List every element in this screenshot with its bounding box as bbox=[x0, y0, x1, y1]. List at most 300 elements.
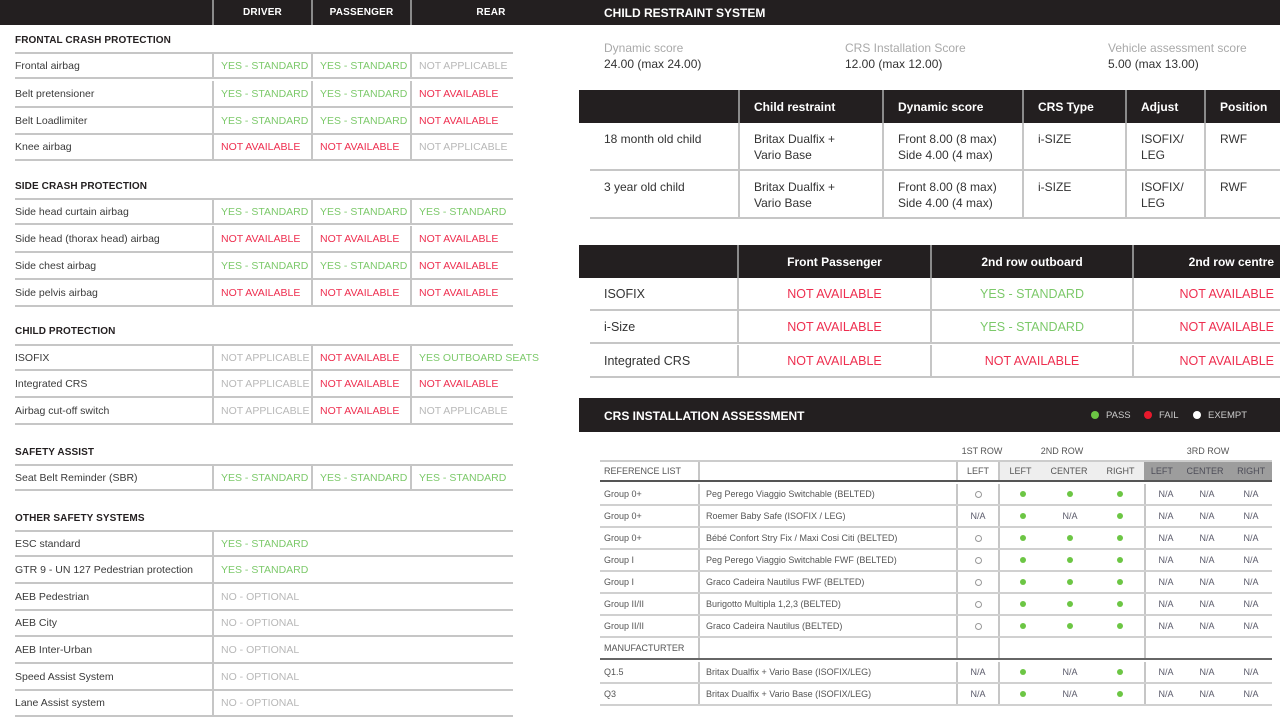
pass-dot-icon bbox=[1046, 528, 1094, 548]
row-label: AEB City bbox=[15, 616, 58, 629]
restraint-name: Peg Perego Viaggio Switchable (BELTED) bbox=[698, 484, 956, 504]
row-group-3rd: 3RD ROW bbox=[1186, 446, 1230, 456]
outboard-value: YES - STANDARD bbox=[930, 278, 1132, 309]
header-rear: REAR bbox=[410, 0, 570, 25]
left-table-header bbox=[0, 0, 580, 25]
passenger-value: NOT AVAILABLE bbox=[311, 346, 410, 369]
passenger-value: YES - STANDARD bbox=[311, 466, 410, 489]
table-row bbox=[15, 226, 513, 253]
pass-dot-icon bbox=[1096, 684, 1144, 704]
driver-value: YES - STANDARD bbox=[212, 81, 311, 106]
header-front-passenger: Front Passenger bbox=[737, 245, 930, 278]
pass-dot-icon bbox=[1096, 528, 1144, 548]
header-crs-type: CRS Type bbox=[1022, 90, 1125, 123]
col-2nd-left: LEFT bbox=[1009, 466, 1032, 476]
passenger-value: NOT AVAILABLE bbox=[311, 226, 410, 251]
table-row bbox=[15, 398, 513, 425]
table-row bbox=[600, 506, 1272, 528]
row-label: Integrated CRS bbox=[604, 353, 691, 368]
table-row bbox=[15, 371, 513, 398]
driver-value: NOT AVAILABLE bbox=[212, 226, 311, 251]
row-label: Speed Assist System bbox=[15, 670, 114, 683]
na-text: N/A bbox=[1158, 533, 1174, 543]
pass-dot-icon bbox=[1096, 550, 1144, 570]
reference-list-label: REFERENCE LIST bbox=[604, 466, 682, 476]
crs-header bbox=[580, 0, 1280, 25]
pass-dot-icon bbox=[1046, 484, 1094, 504]
cell-value bbox=[1144, 594, 1186, 614]
driver-value: NOT AVAILABLE bbox=[212, 134, 311, 159]
group-label: Group 0+ bbox=[604, 511, 642, 521]
cell-value bbox=[1144, 638, 1186, 658]
pass-dot-icon bbox=[998, 594, 1046, 614]
dynamic-score bbox=[604, 41, 701, 71]
row-label: Frontal airbag bbox=[15, 59, 80, 72]
cell-value bbox=[1230, 506, 1272, 526]
na-text: N/A bbox=[1062, 689, 1078, 699]
cell-value bbox=[1230, 572, 1272, 592]
cell-value bbox=[1230, 594, 1272, 614]
table-row bbox=[15, 198, 513, 225]
pass-dot-icon bbox=[1096, 594, 1144, 614]
table-row bbox=[15, 280, 513, 307]
table-row bbox=[15, 464, 513, 491]
header-2nd-row-outboard: 2nd row outboard bbox=[930, 245, 1132, 278]
table-row bbox=[590, 171, 1280, 219]
na-text: N/A bbox=[1243, 555, 1259, 565]
table-row bbox=[15, 108, 513, 135]
table-row bbox=[600, 684, 1272, 706]
score-label: CRS Installation Score bbox=[845, 41, 966, 55]
rear-value: YES OUTBOARD SEATS bbox=[410, 346, 540, 369]
cell-value bbox=[956, 662, 998, 682]
value: YES - STANDARD bbox=[212, 557, 513, 582]
value: NO - OPTIONAL bbox=[212, 637, 513, 662]
cell-value bbox=[1186, 594, 1228, 614]
section-title: FRONTAL CRASH PROTECTION bbox=[15, 35, 171, 46]
value: NO - OPTIONAL bbox=[212, 610, 513, 635]
cell-value bbox=[1144, 506, 1186, 526]
cell-value bbox=[1186, 506, 1228, 526]
table-row bbox=[15, 664, 513, 691]
pass-dot-icon bbox=[998, 528, 1046, 548]
rear-value: NOT AVAILABLE bbox=[410, 253, 540, 278]
exempt-circle-icon bbox=[956, 572, 998, 592]
table-row bbox=[15, 610, 513, 637]
legend-pass bbox=[1091, 398, 1131, 432]
row-label: Integrated CRS bbox=[15, 377, 88, 390]
rear-value: NOT AVAILABLE bbox=[410, 108, 540, 133]
col-3rd-center: CENTER bbox=[1186, 466, 1224, 476]
na-text: N/A bbox=[1243, 533, 1259, 543]
row-label: i-Size bbox=[604, 319, 636, 334]
na-text: N/A bbox=[1158, 577, 1174, 587]
adjust bbox=[1125, 171, 1204, 217]
restraint-name: Bébé Confort Stry Fix / Maxi Cosi Citi (BELTED) bbox=[698, 528, 956, 548]
side-score: Side 4.00 (4 max) bbox=[898, 196, 993, 210]
row-label: Side chest airbag bbox=[15, 259, 97, 272]
na-text: N/A bbox=[1199, 577, 1215, 587]
restraint-name bbox=[698, 638, 956, 658]
exempt-circle-icon bbox=[956, 616, 998, 636]
group-label: Group I bbox=[604, 577, 635, 587]
table-row bbox=[600, 484, 1272, 506]
child-age: 3 year old child bbox=[604, 180, 685, 194]
cell-value bbox=[1230, 484, 1272, 504]
cell-value bbox=[1186, 616, 1228, 636]
child-restraint bbox=[738, 123, 882, 169]
pass-dot-icon bbox=[1096, 572, 1144, 592]
na-text: N/A bbox=[1158, 599, 1174, 609]
value: NO - OPTIONAL bbox=[212, 584, 513, 609]
na-text: N/A bbox=[1199, 599, 1215, 609]
cell-value bbox=[1186, 528, 1228, 548]
restraint-name: Graco Cadeira Nautilus (BELTED) bbox=[698, 616, 956, 636]
install-header bbox=[579, 398, 1280, 432]
na-text: N/A bbox=[1243, 621, 1259, 631]
na-text: N/A bbox=[1243, 511, 1259, 521]
adjust-line: ISOFIX/ bbox=[1141, 132, 1184, 146]
row-label: ISOFIX bbox=[604, 286, 645, 301]
cell-value bbox=[1144, 528, 1186, 548]
rear-value: YES - STANDARD bbox=[410, 466, 540, 489]
pass-dot-icon bbox=[1096, 616, 1144, 636]
rear-value: NOT AVAILABLE bbox=[410, 81, 540, 106]
child-restraint bbox=[738, 171, 882, 217]
row-label: Knee airbag bbox=[15, 140, 72, 153]
table-row bbox=[600, 594, 1272, 616]
crs-title: CHILD RESTRAINT SYSTEM bbox=[604, 5, 766, 20]
position: RWF bbox=[1204, 171, 1280, 217]
pass-dot-icon bbox=[998, 684, 1046, 704]
col-3rd-left: LEFT bbox=[1150, 466, 1173, 476]
table-row bbox=[15, 134, 513, 161]
cell-value bbox=[1230, 684, 1272, 704]
section-title: CHILD PROTECTION bbox=[15, 326, 116, 337]
cell-value bbox=[1230, 662, 1272, 682]
passenger-value: YES - STANDARD bbox=[311, 200, 410, 223]
installation-score bbox=[845, 41, 966, 71]
passenger-value: NOT AVAILABLE bbox=[311, 371, 410, 396]
column-header-row bbox=[600, 460, 1272, 482]
legend-label: PASS bbox=[1106, 409, 1131, 421]
driver-value: NOT APPLICABLE bbox=[212, 398, 311, 423]
front-score: Front 8.00 (8 max) bbox=[898, 180, 997, 194]
group-label: Group 0+ bbox=[604, 533, 642, 543]
front-passenger-value: NOT AVAILABLE bbox=[737, 345, 930, 376]
na-text: N/A bbox=[1158, 621, 1174, 631]
front-passenger-value: NOT AVAILABLE bbox=[737, 278, 930, 309]
pass-dot-icon bbox=[1096, 506, 1144, 526]
na-text: N/A bbox=[1158, 489, 1174, 499]
restraint-name: Britax Dualfix + Vario Base (ISOFIX/LEG) bbox=[698, 684, 956, 704]
table-row bbox=[15, 530, 513, 557]
na-text: N/A bbox=[1158, 667, 1174, 677]
cell-value bbox=[1186, 638, 1228, 658]
row-label: AEB Pedestrian bbox=[15, 590, 90, 603]
cell-value bbox=[1186, 684, 1228, 704]
group-label: Q3 bbox=[604, 689, 617, 699]
na-text: N/A bbox=[1199, 689, 1215, 699]
restraint-line: Vario Base bbox=[754, 148, 812, 162]
table-row bbox=[600, 572, 1272, 594]
na-text: N/A bbox=[970, 689, 986, 699]
pass-dot-icon bbox=[998, 662, 1046, 682]
value: YES - STANDARD bbox=[212, 532, 513, 555]
header-2nd-row-centre: 2nd row centre bbox=[1132, 245, 1280, 278]
section-title: SIDE CRASH PROTECTION bbox=[15, 181, 148, 192]
group-label: Group II/II bbox=[604, 621, 645, 631]
rear-value: NOT AVAILABLE bbox=[410, 371, 540, 396]
legend-fail bbox=[1144, 398, 1179, 432]
na-text: N/A bbox=[1062, 511, 1078, 521]
na-text: N/A bbox=[1158, 689, 1174, 699]
restraint-line: Vario Base bbox=[754, 196, 812, 210]
restraint-name: Roemer Baby Safe (ISOFIX / LEG) bbox=[698, 506, 956, 526]
legend-label: EXEMPT bbox=[1208, 409, 1248, 421]
table-row bbox=[600, 550, 1272, 572]
restraint-name: Burigotto Multipla 1,2,3 (BELTED) bbox=[698, 594, 956, 614]
rear-value: NOT APPLICABLE bbox=[410, 398, 540, 423]
table-row bbox=[15, 690, 513, 717]
cell-value bbox=[1046, 638, 1094, 658]
passenger-value: YES - STANDARD bbox=[311, 81, 410, 106]
cell-value bbox=[1186, 550, 1228, 570]
section-title: SAFETY ASSIST bbox=[15, 447, 95, 458]
cell-value bbox=[1046, 684, 1094, 704]
pass-dot-icon bbox=[1091, 411, 1099, 419]
na-text: N/A bbox=[1243, 489, 1259, 499]
na-text: N/A bbox=[1243, 667, 1259, 677]
restraint-line: Britax Dualfix + bbox=[754, 180, 836, 194]
centre-value: NOT AVAILABLE bbox=[1132, 311, 1280, 342]
pass-dot-icon bbox=[1096, 484, 1144, 504]
passenger-value: YES - STANDARD bbox=[311, 253, 410, 278]
front-score: Front 8.00 (8 max) bbox=[898, 132, 997, 146]
value: NO - OPTIONAL bbox=[212, 690, 513, 715]
row-group-1st: 1ST ROW bbox=[961, 446, 1003, 456]
table-row bbox=[600, 638, 1272, 660]
legend-label: FAIL bbox=[1159, 409, 1179, 421]
pass-dot-icon bbox=[1046, 550, 1094, 570]
row-label: Side pelvis airbag bbox=[15, 286, 98, 299]
na-text: N/A bbox=[970, 511, 986, 521]
group-label: MANUFACTURTER bbox=[604, 643, 685, 653]
cell-value bbox=[998, 638, 1046, 658]
col-1st-left: LEFT bbox=[956, 462, 998, 480]
header-adjust: Adjust bbox=[1125, 90, 1204, 123]
adjust-line: ISOFIX/ bbox=[1141, 180, 1184, 194]
cell-value bbox=[1230, 638, 1272, 658]
cell-value bbox=[1046, 662, 1094, 682]
score-value: 5.00 (max 13.00) bbox=[1108, 57, 1199, 71]
cell-value bbox=[1230, 616, 1272, 636]
exempt-circle-icon bbox=[956, 484, 998, 504]
centre-value: NOT AVAILABLE bbox=[1132, 345, 1280, 376]
rear-value: NOT APPLICABLE bbox=[410, 134, 540, 159]
pass-dot-icon bbox=[1046, 616, 1094, 636]
cell-value bbox=[1186, 572, 1228, 592]
name-header bbox=[698, 462, 956, 480]
row-label: Belt Loadlimiter bbox=[15, 114, 88, 127]
table-row bbox=[15, 637, 513, 664]
pass-dot-icon bbox=[998, 616, 1046, 636]
group-label: Q1.5 bbox=[604, 667, 624, 677]
na-text: N/A bbox=[1158, 511, 1174, 521]
passenger-value: YES - STANDARD bbox=[311, 54, 410, 77]
header-passenger: PASSENGER bbox=[311, 0, 410, 25]
restraint-line: Britax Dualfix + bbox=[754, 132, 836, 146]
na-text: N/A bbox=[1199, 489, 1215, 499]
driver-value: YES - STANDARD bbox=[212, 200, 311, 223]
table-row bbox=[590, 311, 1280, 344]
na-text: N/A bbox=[1199, 667, 1215, 677]
restraint-name: Graco Cadeira Nautilus FWF (BELTED) bbox=[698, 572, 956, 592]
score-label: Vehicle assessment score bbox=[1108, 41, 1247, 55]
value: NO - OPTIONAL bbox=[212, 664, 513, 689]
row-label: Side head (thorax head) airbag bbox=[15, 232, 160, 245]
cell-value bbox=[1186, 484, 1228, 504]
na-text: N/A bbox=[1062, 667, 1078, 677]
row-label: GTR 9 - UN 127 Pedestrian protection bbox=[15, 563, 193, 576]
restraint-name: Britax Dualfix + Vario Base (ISOFIX/LEG) bbox=[698, 662, 956, 682]
driver-value: NOT APPLICABLE bbox=[212, 371, 311, 396]
pass-dot-icon bbox=[1046, 594, 1094, 614]
na-text: N/A bbox=[1199, 533, 1215, 543]
cell-value bbox=[1144, 572, 1186, 592]
row-label: Seat Belt Reminder (SBR) bbox=[15, 471, 138, 484]
cell-value bbox=[1144, 616, 1186, 636]
na-text: N/A bbox=[1158, 555, 1174, 565]
crs-type: i-SIZE bbox=[1022, 123, 1125, 169]
table-row bbox=[600, 616, 1272, 638]
dynamic-score bbox=[882, 123, 1022, 169]
col-2nd-right: RIGHT bbox=[1106, 466, 1135, 476]
cell-value bbox=[956, 638, 998, 658]
table-row bbox=[600, 528, 1272, 550]
row3-headers bbox=[1144, 462, 1272, 480]
crs-type: i-SIZE bbox=[1022, 171, 1125, 217]
table-row bbox=[15, 253, 513, 280]
adjust-line: LEG bbox=[1141, 148, 1166, 162]
table-row bbox=[590, 345, 1280, 378]
row-label: Lane Assist system bbox=[15, 696, 105, 709]
table-row bbox=[15, 557, 513, 584]
rear-value: NOT AVAILABLE bbox=[410, 280, 540, 305]
section-title: OTHER SAFETY SYSTEMS bbox=[15, 513, 145, 524]
pass-dot-icon bbox=[998, 550, 1046, 570]
exempt-circle-icon bbox=[956, 594, 998, 614]
pass-dot-icon bbox=[1046, 572, 1094, 592]
cell-value bbox=[1186, 662, 1228, 682]
centre-value: NOT AVAILABLE bbox=[1132, 278, 1280, 309]
na-text: N/A bbox=[1243, 577, 1259, 587]
group-label: Group II/II bbox=[604, 599, 645, 609]
row-label: Belt pretensioner bbox=[15, 87, 95, 100]
driver-value: YES - STANDARD bbox=[212, 253, 311, 278]
cell-value bbox=[1230, 550, 1272, 570]
vehicle-score bbox=[1108, 41, 1247, 71]
score-value: 24.00 (max 24.00) bbox=[604, 57, 702, 71]
exempt-circle-icon bbox=[956, 528, 998, 548]
passenger-value: NOT AVAILABLE bbox=[311, 134, 410, 159]
driver-value: YES - STANDARD bbox=[212, 466, 311, 489]
row-label: AEB Inter-Urban bbox=[15, 643, 93, 656]
passenger-value: NOT AVAILABLE bbox=[311, 280, 410, 305]
outboard-value: NOT AVAILABLE bbox=[930, 345, 1132, 376]
row-label: ESC standard bbox=[15, 537, 81, 550]
table-row bbox=[15, 584, 513, 611]
row-group-2nd: 2ND ROW bbox=[1040, 446, 1084, 456]
rear-value: NOT APPLICABLE bbox=[410, 54, 540, 77]
na-text: N/A bbox=[1199, 555, 1215, 565]
child-age: 18 month old child bbox=[604, 132, 702, 146]
cell-value bbox=[1230, 528, 1272, 548]
score-label: Dynamic score bbox=[604, 41, 684, 55]
driver-value: NOT AVAILABLE bbox=[212, 280, 311, 305]
row-label: ISOFIX bbox=[15, 351, 50, 364]
passenger-value: YES - STANDARD bbox=[311, 108, 410, 133]
col-2nd-center: CENTER bbox=[1050, 466, 1088, 476]
cell-value bbox=[956, 684, 998, 704]
table-row bbox=[15, 344, 539, 371]
exempt-dot-icon bbox=[1193, 411, 1201, 419]
legend-exempt bbox=[1193, 398, 1247, 432]
table-row bbox=[15, 52, 513, 79]
cell-value bbox=[1096, 638, 1144, 658]
front-passenger-value: NOT AVAILABLE bbox=[737, 311, 930, 342]
cell-value bbox=[1144, 684, 1186, 704]
na-text: N/A bbox=[970, 667, 986, 677]
table-row bbox=[590, 278, 1280, 311]
row-label: Airbag cut-off switch bbox=[15, 404, 110, 417]
row-label: Side head curtain airbag bbox=[15, 205, 129, 218]
pass-dot-icon bbox=[998, 572, 1046, 592]
fail-dot-icon bbox=[1144, 411, 1152, 419]
na-text: N/A bbox=[1199, 621, 1215, 631]
na-text: N/A bbox=[1199, 511, 1215, 521]
group-label: Group I bbox=[604, 555, 635, 565]
row2-headers bbox=[998, 462, 1144, 480]
table-row bbox=[15, 81, 513, 108]
cell-value bbox=[1144, 484, 1186, 504]
install-title: CRS INSTALLATION ASSESSMENT bbox=[604, 409, 805, 423]
cell-value bbox=[1144, 550, 1186, 570]
passenger-value: NOT AVAILABLE bbox=[311, 398, 410, 423]
exempt-circle-icon bbox=[956, 550, 998, 570]
pass-dot-icon bbox=[1096, 662, 1144, 682]
driver-value: YES - STANDARD bbox=[212, 54, 311, 77]
cell-value bbox=[1046, 506, 1094, 526]
driver-value: YES - STANDARD bbox=[212, 108, 311, 133]
position: RWF bbox=[1204, 123, 1280, 169]
rear-value: NOT AVAILABLE bbox=[410, 226, 540, 251]
header-driver: DRIVER bbox=[212, 0, 311, 25]
cell-value bbox=[1144, 662, 1186, 682]
na-text: N/A bbox=[1243, 599, 1259, 609]
restraint-name: Peg Perego Viaggio Switchable FWF (BELTED) bbox=[698, 550, 956, 570]
score-value: 12.00 (max 12.00) bbox=[845, 57, 943, 71]
adjust bbox=[1125, 123, 1204, 169]
group-label: Group 0+ bbox=[604, 489, 642, 499]
header-position: Position bbox=[1204, 90, 1280, 123]
table-row bbox=[600, 662, 1272, 684]
na-text: N/A bbox=[1243, 689, 1259, 699]
header-child-restraint: Child restraint bbox=[738, 90, 882, 123]
pass-dot-icon bbox=[998, 484, 1046, 504]
side-score: Side 4.00 (4 max) bbox=[898, 148, 993, 162]
table-row bbox=[590, 123, 1280, 171]
